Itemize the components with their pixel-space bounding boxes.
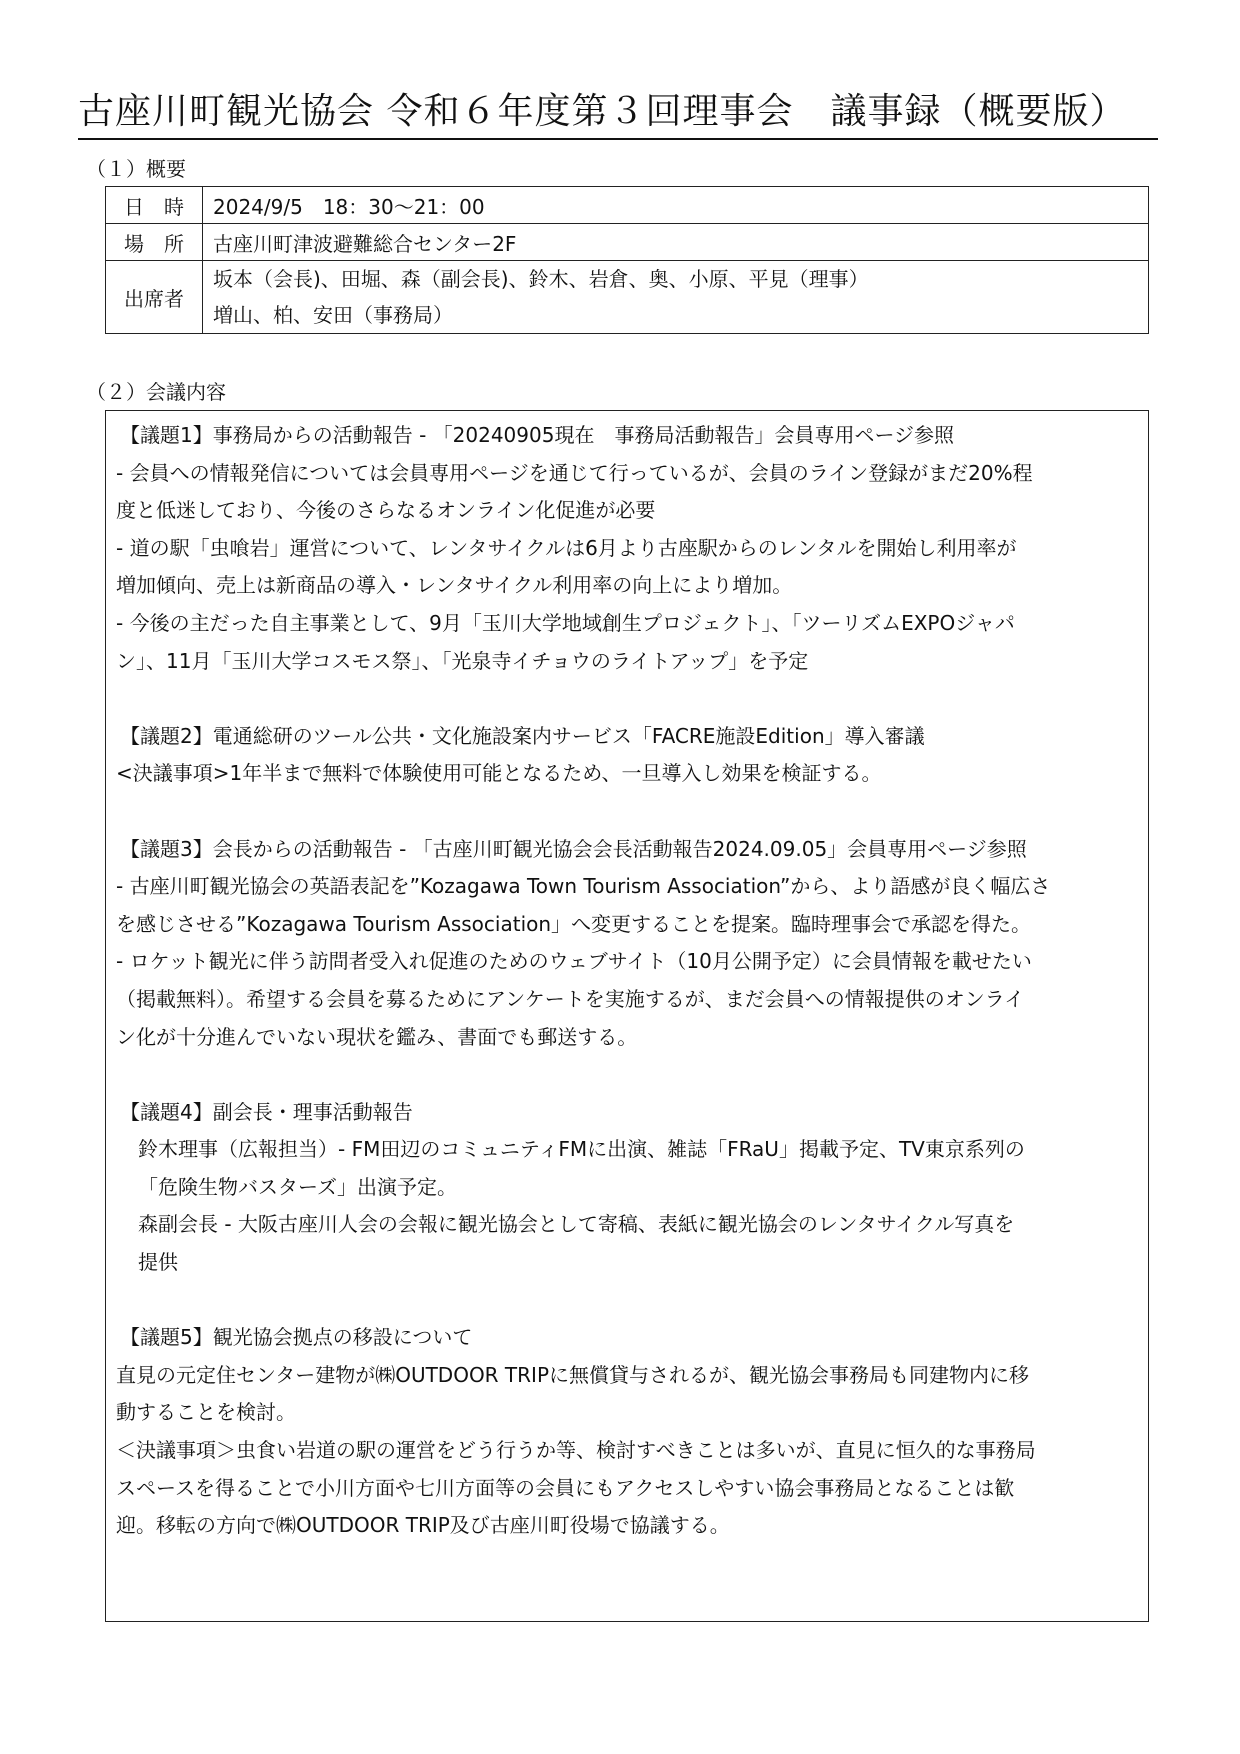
agenda-item-3-line: （掲載無料）。希望する会員を募るためにアンケートを実施するが、まだ会員への情報提供のオンライ bbox=[116, 986, 1025, 1011]
agenda-item-4-line: 提供 bbox=[138, 1250, 178, 1275]
agenda-item-1-line: 度と低迷しており、今後のさらなるオンライン化促進が必要 bbox=[116, 498, 656, 523]
agenda-item-4-line: 森副会長 - 大阪古座川人会の会報に観光協会として寄稿、表紙に観光協会のレンタサイクル写真を bbox=[138, 1212, 1015, 1237]
agenda-item-5-line: 直見の元定住センター建物が㈱OUTDOOR TRIPに無償貸与されるが、観光協会事務局も同建物内に移 bbox=[116, 1362, 1030, 1387]
table-row-attendees bbox=[106, 261, 1149, 334]
agenda-item-5-heading: 【議題5】観光協会拠点の移設について bbox=[120, 1325, 473, 1350]
document-title: 古座川町観光協会 令和６年度第３回理事会 議事録（概要版） bbox=[78, 88, 1158, 140]
place-label: 場 所 bbox=[106, 224, 203, 261]
agenda-item-3-heading: 【議題3】会長からの活動報告 - 「古座川町観光協会会長活動報告2024.09.05」会員専用ページ参照 bbox=[120, 836, 1027, 861]
agenda-item-2-heading: 【議題2】電通総研のツール公共・文化施設案内サービス「FACRE施設Edition」導入審議 bbox=[120, 723, 925, 748]
agenda-item-5-line: ＜決議事項＞虫食い岩道の駅の運営をどう行うか等、検討すべきことは多いが、直見に恒久的な事務局 bbox=[116, 1438, 1036, 1463]
table-row-date bbox=[106, 187, 1149, 224]
agenda-item-4-line: 鈴木理事（広報担当）- FM田辺のコミュニティFMに出演、雑誌「FRaU」掲載予定、TV東京系列の bbox=[138, 1137, 1025, 1162]
section-heading-meeting-content: （２）会議内容 bbox=[86, 380, 226, 404]
date-value: 2024/9/5 18：30～21：00 bbox=[203, 187, 1149, 224]
agenda-item-5-line: スペースを得ることで小川方面や七川方面等の会員にもアクセスしやすい協会事務局となることは歓 bbox=[116, 1475, 1015, 1500]
section-heading-overview: （１）概要 bbox=[86, 157, 186, 181]
spacer bbox=[116, 1282, 1138, 1320]
agenda-item-3-line: を感じさせる”Kozagawa Tourism Association」へ変更することを提案。臨時理事会で承認を得た。 bbox=[116, 911, 1032, 936]
spacer bbox=[116, 680, 1138, 718]
attendees-label: 出席者 bbox=[106, 261, 203, 334]
date-label: 日 時 bbox=[106, 187, 203, 224]
agenda-item-4-heading: 【議題4】副会長・理事活動報告 bbox=[120, 1099, 413, 1124]
agenda-item-1-line: - 道の駅「虫喰岩」運営について、レンタサイクルは6月より古座駅からのレンタルを開始し利用率が bbox=[116, 535, 1017, 560]
agenda-item-1-line: 増加傾向、売上は新商品の導入・レンタサイクル利用率の向上により増加。 bbox=[116, 573, 793, 598]
agenda-item-4-line: 「危険生物バスターズ」出演予定。 bbox=[138, 1174, 457, 1199]
agenda-item-1-line: - 会員への情報発信については会員専用ページを通じて行っているが、会員のライン登録がまだ20%程 bbox=[116, 460, 1033, 485]
spacer bbox=[116, 1056, 1138, 1094]
place-value: 古座川町津波避難総合センター2F bbox=[203, 224, 1149, 261]
agenda-item-3-line: ン化が十分進んでいない現状を鑑み、書面でも郵送する。 bbox=[116, 1024, 638, 1049]
attendees-value bbox=[203, 261, 1149, 334]
attendees-line-1: 坂本（会長)、田堀、森（副会長)、鈴木、岩倉、奥、小原、平見（理事） bbox=[213, 267, 869, 291]
spacer bbox=[116, 793, 1138, 831]
agenda-item-2-resolution: <決議事項>1年半まで無料で体験使用可能となるため、一旦導入し効果を検証する。 bbox=[116, 761, 882, 786]
agenda-item-1-heading: 【議題1】事務局からの活動報告 - 「20240905現在 事務局活動報告」会員専用ページ参照 bbox=[120, 423, 955, 447]
meeting-content-box bbox=[105, 410, 1149, 1622]
agenda-item-1-line: ン」、11月「玉川大学コスモス祭」、「光泉寺イチョウのライトアップ」を予定 bbox=[116, 648, 809, 673]
agenda-item-1-line: - 今後の主だった自主事業として、9月「玉川大学地域創生プロジェクト」、「ツーリズムEXPOジャパ bbox=[116, 610, 1015, 635]
agenda-item-5-line: 迎。移転の方向で㈱OUTDOOR TRIP及び古座川町役場で協議する。 bbox=[116, 1513, 730, 1538]
agenda-item-3-line: - ロケット観光に伴う訪問者受入れ促進のためのウェブサイト（10月公開予定）に会員情報を載せたい bbox=[116, 949, 1032, 974]
table-row-place bbox=[106, 224, 1149, 261]
overview-table bbox=[105, 186, 1149, 334]
agenda-item-5-line: 動することを検討。 bbox=[116, 1400, 296, 1425]
attendees-line-2: 増山、柏、安田（事務局） bbox=[213, 303, 453, 327]
agenda-item-3-line: - 古座川町観光協会の英語表記を”Kozagawa Town Tourism Association”から、より語感が良く幅広さ bbox=[116, 874, 1051, 899]
